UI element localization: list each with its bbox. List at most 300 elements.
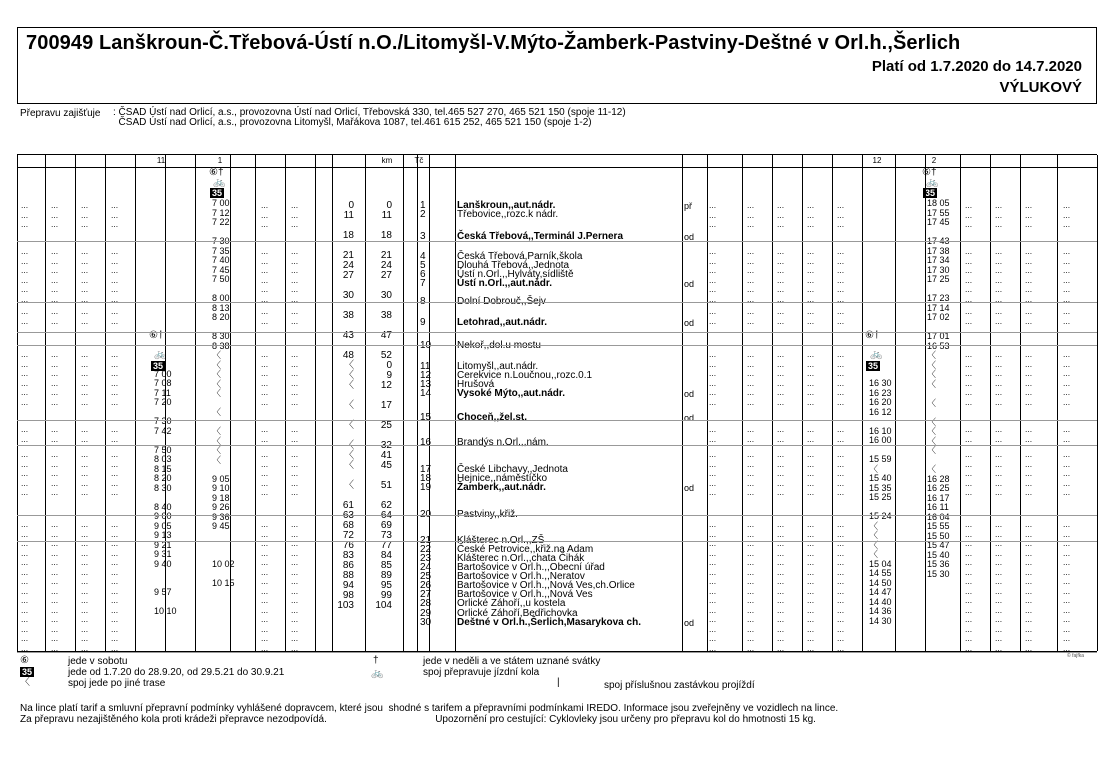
empty-cell: ... [807, 642, 815, 653]
empty-cell: ... [709, 293, 717, 304]
validity-badge: 35 [212, 188, 223, 198]
empty-cell: ... [111, 377, 119, 388]
empty-cell: ... [777, 604, 785, 615]
empty-cell: ... [21, 557, 29, 567]
empty-cell: ... [709, 315, 717, 326]
empty-cell: ... [1063, 487, 1071, 497]
empty-cell: ... [261, 623, 269, 634]
empty-cell: ... [111, 293, 119, 304]
empty-cell: ... [1025, 566, 1033, 577]
empty-cell: ... [21, 246, 29, 256]
empty-cell: ... [81, 595, 89, 605]
stop-tc: 28 [420, 598, 432, 609]
empty-cell: ... [995, 293, 1003, 304]
empty-cell: ... [51, 200, 59, 210]
empty-cell: ... [261, 433, 269, 444]
row-divider [17, 302, 1097, 303]
empty-cell: ... [291, 200, 299, 210]
validity-badge: 35 [925, 188, 936, 198]
empty-cell: ... [747, 387, 755, 397]
empty-cell: ... [1063, 528, 1071, 539]
column-divider [315, 155, 316, 651]
empty-cell: ... [1063, 614, 1071, 624]
empty-cell: ... [51, 306, 59, 316]
empty-cell: ... [1063, 265, 1071, 275]
empty-cell: ... [291, 547, 299, 558]
empty-cell: ... [261, 255, 269, 266]
empty-cell: ... [709, 557, 717, 567]
empty-cell: ... [21, 642, 29, 653]
column-divider [135, 155, 136, 651]
empty-cell: ... [709, 604, 717, 615]
empty-cell: ... [995, 387, 1003, 397]
empty-cell: ... [747, 477, 755, 488]
empty-cell: ... [51, 595, 59, 605]
empty-cell: ... [21, 255, 29, 266]
stop-name: Dlouhá Třebová,,Jednota [457, 260, 570, 271]
empty-cell: ... [291, 538, 299, 548]
status-label: VÝLUKOVÝ [999, 79, 1082, 96]
stop-tc: 19 [420, 482, 432, 493]
empty-cell: ... [111, 458, 119, 469]
empty-cell: ... [965, 377, 973, 388]
empty-cell: ... [995, 642, 1003, 653]
empty-cell: ... [995, 377, 1003, 388]
empty-cell: ... [777, 200, 785, 210]
stop-name: Litomyšl,,aut.nádr. [457, 361, 539, 372]
empty-cell: ... [1025, 538, 1033, 548]
empty-cell: ... [807, 377, 815, 388]
empty-cell: ... [709, 377, 717, 388]
stop-tc: 21 [420, 535, 432, 546]
empty-cell: ... [1063, 349, 1071, 359]
empty-cell: ... [111, 614, 119, 624]
empty-cell: ... [1063, 547, 1071, 558]
empty-cell: ... [995, 209, 1003, 220]
stop-mark: od [684, 232, 695, 242]
empty-cell: ... [777, 315, 785, 326]
empty-cell: ... [51, 293, 59, 304]
empty-cell: ... [261, 274, 269, 285]
stop-tc: 25 [420, 571, 432, 582]
empty-cell: ... [21, 477, 29, 488]
empty-cell: ... [261, 487, 269, 497]
empty-cell: ... [51, 519, 59, 529]
stop-tc: 4 [420, 251, 426, 262]
empty-cell: ... [709, 538, 717, 548]
empty-cell: ... [1063, 519, 1071, 529]
column-divider [1097, 155, 1098, 651]
stop-name: Ústí n.Orl.,,Hylváty,sídliště [457, 269, 574, 280]
empty-cell: ... [709, 274, 717, 285]
column-divider [990, 155, 991, 651]
empty-cell: ... [51, 633, 59, 643]
empty-cell: ... [1063, 246, 1071, 256]
empty-cell: ... [291, 487, 299, 497]
empty-cell: ... [1063, 368, 1071, 378]
empty-cell: ... [965, 349, 973, 359]
empty-cell: ... [777, 265, 785, 275]
empty-cell: ... [747, 566, 755, 577]
empty-cell: ... [1025, 449, 1033, 459]
empty-cell: ... [51, 358, 59, 369]
empty-cell: ... [1063, 358, 1071, 369]
empty-cell: ... [21, 468, 29, 478]
empty-cell: ... [1025, 614, 1033, 624]
empty-cell: ... [291, 585, 299, 596]
empty-cell: ... [81, 349, 89, 359]
empty-cell: ... [1025, 585, 1033, 596]
empty-cell: ... [807, 325, 815, 335]
empty-cell: ... [777, 487, 785, 497]
empty-cell: ... [1063, 325, 1071, 335]
empty-cell: ... [777, 293, 785, 304]
empty-cell: ... [807, 219, 815, 229]
empty-cell: ... [837, 424, 845, 434]
empty-cell: ... [807, 368, 815, 378]
empty-cell: ... [965, 458, 973, 469]
empty-cell: ... [807, 468, 815, 478]
empty-cell: ... [111, 557, 119, 567]
empty-cell: ... [965, 547, 973, 558]
empty-cell: ... [807, 528, 815, 539]
stop-tc: 16 [420, 437, 432, 448]
empty-cell: ... [261, 604, 269, 615]
empty-cell: ... [51, 547, 59, 558]
empty-cell: ... [1063, 576, 1071, 586]
empty-cell: ... [81, 387, 89, 397]
column-divider [230, 155, 231, 651]
empty-cell: ... [837, 433, 845, 444]
empty-cell: ... [261, 246, 269, 256]
stop-tc: 29 [420, 608, 432, 619]
empty-cell: ... [747, 325, 755, 335]
empty-cell: ... [837, 623, 845, 634]
stop-name: Česká Třebová,,Terminál J.Pernera [457, 231, 624, 242]
column-divider [925, 155, 926, 651]
empty-cell: ... [1025, 325, 1033, 335]
empty-cell: ... [965, 284, 973, 294]
empty-cell: ... [709, 566, 717, 577]
empty-cell: ... [837, 219, 845, 229]
stop-name: Pastviny,,křiž. [457, 509, 518, 520]
empty-cell: ... [261, 468, 269, 478]
empty-cell: ... [1063, 595, 1071, 605]
stop-tc: 13 [420, 379, 432, 390]
empty-cell: ... [747, 633, 755, 643]
empty-cell: ... [291, 576, 299, 586]
empty-cell: ... [1063, 377, 1071, 388]
empty-cell: ... [51, 209, 59, 220]
empty-cell: ... [21, 528, 29, 539]
empty-cell: ... [965, 614, 973, 624]
column-divider [332, 155, 333, 651]
empty-cell: ... [81, 315, 89, 326]
saturday-icon: ⑥ [20, 655, 29, 666]
empty-cell: ... [777, 585, 785, 596]
stop-tc: 14 [420, 388, 432, 399]
empty-cell: ... [777, 468, 785, 478]
trip-header-11: 11 [156, 156, 166, 165]
empty-cell: ... [1025, 284, 1033, 294]
empty-cell: ... [995, 358, 1003, 369]
empty-cell: ... [291, 604, 299, 615]
empty-cell: ... [777, 547, 785, 558]
empty-cell: ... [81, 623, 89, 634]
empty-cell: ... [747, 284, 755, 294]
empty-cell: ... [1063, 284, 1071, 294]
empty-cell: ... [21, 487, 29, 497]
stop-name: Choceň,,žel.st. [457, 412, 528, 423]
empty-cell: ... [81, 209, 89, 220]
empty-cell: ... [291, 368, 299, 378]
empty-cell: ... [837, 358, 845, 369]
empty-cell: ... [995, 433, 1003, 444]
stop-name: Dolní Dobrouč,,Šejv [457, 296, 546, 307]
empty-cell: ... [837, 519, 845, 529]
stop-mark: od [684, 483, 695, 493]
column-divider [195, 155, 196, 651]
empty-cell: ... [1025, 477, 1033, 488]
empty-cell: ... [81, 377, 89, 388]
empty-cell: ... [837, 566, 845, 577]
empty-cell: ... [709, 265, 717, 275]
empty-cell: ... [1025, 623, 1033, 634]
empty-cell: ... [837, 209, 845, 220]
empty-cell: ... [965, 477, 973, 488]
empty-cell: ... [291, 633, 299, 643]
empty-cell: ... [807, 293, 815, 304]
empty-cell: ... [965, 595, 973, 605]
empty-cell: ... [747, 293, 755, 304]
empty-cell: ... [995, 547, 1003, 558]
empty-cell: ... [747, 377, 755, 388]
empty-cell: ... [709, 387, 717, 397]
empty-cell: ... [777, 433, 785, 444]
empty-cell: ... [291, 377, 299, 388]
empty-cell: ... [21, 358, 29, 369]
trip-12-times: 16 30 16 23 16 20 16 12 16 10 16 00 15 59 〈 15 40 15 35 15 25 15 24 〈 〈 〈 〈 15 04 14 55 14 50 14 47 14 40 14 36 14 30 [869, 378, 892, 626]
empty-cell: ... [709, 209, 717, 220]
empty-cell: ... [81, 566, 89, 577]
empty-cell: ... [747, 424, 755, 434]
empty-cell: ... [777, 424, 785, 434]
empty-cell: ... [81, 576, 89, 586]
empty-cell: ... [261, 219, 269, 229]
stop-name: Nekoř,,dol.u mostu [457, 340, 541, 351]
stop-tc: 11 [420, 361, 431, 372]
empty-cell: ... [807, 449, 815, 459]
trip-11-times: 7 00 7 08 7 11 7 20 7 30 7 42 7 50 8 03 8 15 8 20 8 30 8 40 9 00 9 05 9 13 9 21 9 31 9 40 9 57 10 10 [154, 368, 177, 616]
column-divider [45, 155, 46, 651]
empty-cell: ... [21, 547, 29, 558]
empty-cell: ... [261, 424, 269, 434]
empty-cell: ... [965, 325, 973, 335]
empty-cell: ... [1025, 468, 1033, 478]
column-divider [429, 155, 430, 651]
stop-tc: 22 [420, 544, 432, 555]
column-divider [832, 155, 833, 651]
empty-cell: ... [777, 387, 785, 397]
empty-cell: ... [261, 325, 269, 335]
stop-tc: 20 [420, 509, 432, 520]
empty-cell: ... [709, 200, 717, 210]
empty-cell: ... [747, 623, 755, 634]
stop-mark: od [684, 318, 695, 328]
empty-cell: ... [995, 557, 1003, 567]
empty-cell: ... [81, 614, 89, 624]
column-divider [707, 155, 708, 651]
column-divider [682, 155, 683, 651]
empty-cell: ... [807, 284, 815, 294]
stop-name: Klášterec n.Orl.,,ZŠ [457, 535, 545, 546]
empty-cell: ... [21, 387, 29, 397]
empty-cell: ... [837, 604, 845, 615]
empty-cell: ... [291, 557, 299, 567]
empty-cell: ... [1063, 433, 1071, 444]
empty-cell: ... [291, 566, 299, 577]
empty-cell: ... [1063, 449, 1071, 459]
column-divider [1057, 155, 1058, 651]
empty-cell: ... [1025, 377, 1033, 388]
empty-cell: ... [51, 325, 59, 335]
title-frame [17, 27, 1097, 104]
empty-cell: ... [81, 274, 89, 285]
empty-cell: ... [1063, 306, 1071, 316]
saturday-icon: ⑥† [865, 330, 880, 341]
legend-validity: jede od 1.7.20 do 28.9.20, od 29.5.21 do 30.9.21 [68, 667, 285, 678]
empty-cell: ... [291, 293, 299, 304]
empty-cell: ... [1025, 604, 1033, 615]
empty-cell: ... [1025, 487, 1033, 497]
empty-cell: ... [261, 377, 269, 388]
empty-cell: ... [837, 325, 845, 335]
empty-cell: ... [111, 424, 119, 434]
empty-cell: ... [995, 528, 1003, 539]
empty-cell: ... [965, 387, 973, 397]
empty-cell: ... [777, 358, 785, 369]
empty-cell: ... [995, 396, 1003, 407]
legend-bicycle: spoj přepravuje jízdní kola [423, 667, 540, 678]
stop-name: Hejnice,,náměstíčko [457, 473, 548, 484]
empty-cell: ... [807, 614, 815, 624]
empty-cell: ... [21, 604, 29, 615]
legend-pass-through: spoj příslušnou zastávkou projíždí [604, 680, 755, 691]
empty-cell: ... [709, 368, 717, 378]
trip-header-12: 12 [872, 156, 882, 165]
empty-cell: ... [747, 458, 755, 469]
empty-cell: ... [709, 642, 717, 653]
empty-cell: ... [709, 325, 717, 335]
empty-cell: ... [965, 528, 973, 539]
empty-cell: ... [995, 595, 1003, 605]
km-column-2: 0 11 18 21 24 27 30 38 47 52 0 9 12 17 25 32 41 45 51 62 64 69 73 77 84 85 89 95 99 104 [375, 200, 392, 611]
empty-cell: ... [747, 576, 755, 586]
empty-cell: ... [709, 519, 717, 529]
empty-cell: ... [81, 538, 89, 548]
km-header: km [381, 156, 393, 165]
empty-cell: ... [807, 547, 815, 558]
empty-cell: ... [837, 528, 845, 539]
empty-cell: ... [837, 200, 845, 210]
empty-cell: ... [965, 449, 973, 459]
empty-cell: ... [837, 458, 845, 469]
empty-cell: ... [709, 487, 717, 497]
empty-cell: ... [291, 358, 299, 369]
empty-cell: ... [111, 274, 119, 285]
empty-cell: ... [995, 519, 1003, 529]
empty-cell: ... [807, 557, 815, 567]
empty-cell: ... [291, 595, 299, 605]
empty-cell: ... [995, 487, 1003, 497]
stop-name: Letohrad,,aut.nádr. [457, 317, 548, 328]
column-divider [1020, 155, 1021, 651]
empty-cell: ... [709, 585, 717, 596]
empty-cell: ... [965, 566, 973, 577]
empty-cell: ... [51, 265, 59, 275]
empty-cell: ... [111, 519, 119, 529]
empty-cell: ... [1063, 633, 1071, 643]
empty-cell: ... [81, 633, 89, 643]
empty-cell: ... [111, 566, 119, 577]
empty-cell: ... [1063, 585, 1071, 596]
empty-cell: ... [837, 387, 845, 397]
empty-cell: ... [777, 538, 785, 548]
empty-cell: ... [1025, 642, 1033, 653]
empty-cell: ... [807, 274, 815, 285]
row-divider [17, 241, 1097, 242]
empty-cell: ... [747, 538, 755, 548]
empty-cell: ... [291, 315, 299, 326]
empty-cell: ... [1063, 424, 1071, 434]
stop-name: Ústí n.Orl.,,aut.nádr. [457, 278, 553, 289]
empty-cell: ... [51, 538, 59, 548]
empty-cell: ... [807, 576, 815, 586]
empty-cell: ... [51, 576, 59, 586]
empty-cell: ... [21, 209, 29, 220]
empty-cell: ... [995, 633, 1003, 643]
empty-cell: ... [81, 284, 89, 294]
column-divider [105, 155, 106, 651]
empty-cell: ... [261, 576, 269, 586]
empty-cell: ... [51, 387, 59, 397]
empty-cell: ... [777, 595, 785, 605]
empty-cell: ... [807, 595, 815, 605]
empty-cell: ... [1025, 396, 1033, 407]
stop-mark: od [684, 389, 695, 399]
column-divider [455, 155, 456, 651]
empty-cell: ... [21, 274, 29, 285]
carrier-label: Přepravu zajišťuje [20, 108, 101, 119]
empty-cell: ... [747, 519, 755, 529]
empty-cell: ... [21, 585, 29, 596]
empty-cell: ... [81, 458, 89, 469]
empty-cell: ... [111, 528, 119, 539]
empty-cell: ... [111, 315, 119, 326]
empty-cell: ... [1025, 255, 1033, 266]
empty-cell: ... [995, 477, 1003, 488]
empty-cell: ... [777, 576, 785, 586]
empty-cell: ... [777, 633, 785, 643]
stop-name: Deštné v Orl.h.,Šerlich,Masarykova ch. [457, 617, 641, 628]
empty-cell: ... [777, 219, 785, 229]
validity-badge: 35 [868, 361, 879, 371]
trip-header-2: 2 [931, 156, 937, 165]
stop-name: Česká Třebová,Parník,škola [457, 251, 583, 262]
empty-cell: ... [1063, 219, 1071, 229]
empty-cell: ... [807, 477, 815, 488]
row-divider [17, 445, 1097, 446]
